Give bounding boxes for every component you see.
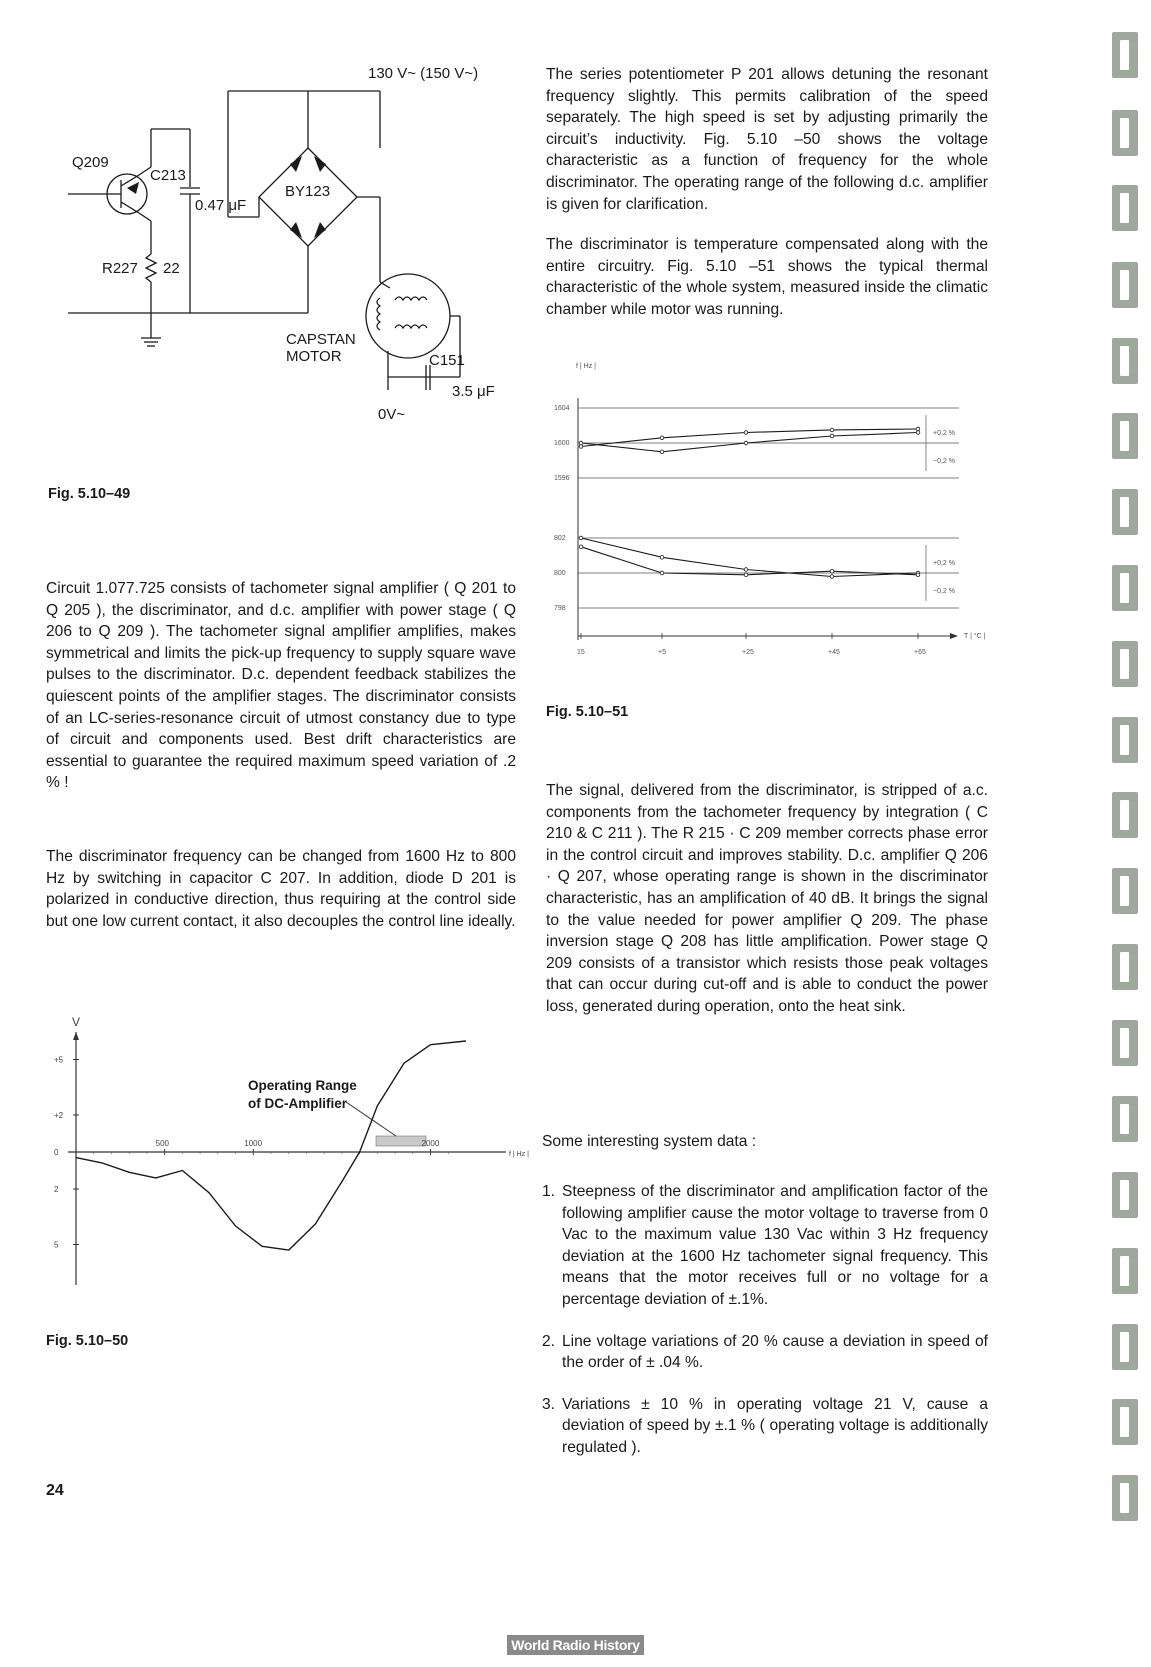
- edge-tab: [1112, 1096, 1138, 1142]
- c151-label: C151: [429, 352, 465, 369]
- edge-tab: [1112, 944, 1138, 990]
- data-point: [916, 427, 920, 431]
- data-point: [744, 441, 748, 445]
- operating-range-band: [376, 1136, 426, 1146]
- data-point: [744, 431, 748, 435]
- list-item-number: 3.: [542, 1395, 556, 1413]
- data-point: [744, 568, 748, 572]
- supply-voltage-label: 130 V~ (150 V~): [368, 65, 479, 82]
- right-paragraph-2: The discriminator is temperature compensated along with the entire circuitry. Fig. 5.10 –51 shows the typical thermal characteristic of the whole system, measured inside the climatic chamber while motor was running.: [546, 236, 988, 318]
- edge-tab: [1112, 489, 1138, 535]
- c213-value: 0.47 μF: [195, 197, 247, 214]
- data-point: [744, 573, 748, 577]
- c213-label: C213: [150, 167, 186, 184]
- list-item: [542, 1331, 988, 1374]
- x-tick-label: +45: [828, 649, 840, 656]
- edge-tab: [1112, 262, 1138, 308]
- edge-tab: [1112, 792, 1138, 838]
- x-tick-label: +65: [914, 649, 926, 656]
- list-item-text: Variations ± 10 % in operating voltage 21 V, cause a deviation of speed by ±.1 % ( operating voltage is additionally regulated ).: [562, 1395, 988, 1456]
- data-point: [579, 545, 583, 549]
- edge-tab: [1112, 641, 1138, 687]
- right-paragraph-3: The signal, delivered from the discriminator, is stripped of a.c. components from the tachometer frequency by integration ( C 210 & C 211 ). The R 215 · C 209 member corrects phase error in the control circuit and improves stability. D.c. amplifier Q 206 · Q 207, whose operating range is shown in the discriminator characteristic, has an amplification of 40 dB. It brings the signal to the value needed for power amplifier Q 209. The phase inversion stage Q 208 has little amplification. Power stage Q 209 consists of a transistor which resists those peak voltages that can occur during cut-off and is able to conduct the power loss, generated during operation, onto the heat sink.: [546, 782, 988, 1015]
- y-tick-label: 2: [54, 1185, 59, 1194]
- edge-tab: [1112, 110, 1138, 156]
- motor-label-line1: CAPSTAN: [286, 331, 356, 348]
- list-item-number: 2.: [542, 1332, 556, 1350]
- edge-tab: [1112, 868, 1138, 914]
- annotation-line1: Operating Range: [248, 1078, 357, 1093]
- data-point: [830, 569, 834, 573]
- data-point: [579, 441, 583, 445]
- data-point: [660, 436, 664, 440]
- edge-tab: [1112, 185, 1138, 231]
- y-tick-label: 798: [554, 605, 566, 612]
- y-tick-label: 5: [54, 1240, 59, 1250]
- r227-label: R227: [102, 260, 138, 277]
- data-point: [830, 434, 834, 438]
- list-item-number: 1.: [542, 1183, 556, 1200]
- list-item: [542, 1394, 988, 1459]
- left-paragraph-2: The discriminator frequency can be changed from 1600 Hz to 800 Hz by switching in capacitor C 207. In addition, diode D 201 is polarized in conductive direction, thus requiring at the control side but one low current contact, it also decouples the control line ideally.: [46, 848, 516, 930]
- footer-watermark: World Radio History: [507, 1635, 644, 1655]
- right-paragraph-1: The series potentiometer P 201 allows detuning the resonant frequency slightly. This permits calibration of the speed separately. The high speed is set by adjusting primarily the circuit’s inductivity. Fig. 5.10 –50 shows the voltage characteristic as a function of frequency for the whole discriminator. The operating range of the following d.c. amplifier is given for clarification.: [546, 66, 988, 213]
- r227-value: 22: [163, 260, 180, 277]
- fig-51-caption: Fig. 5.10–51: [546, 704, 629, 720]
- data-point: [579, 536, 583, 540]
- fig51-x-arrow: [950, 633, 958, 639]
- edge-tab: [1112, 1475, 1138, 1521]
- band-minus-upper: −0,2 %: [933, 458, 955, 465]
- data-point: [579, 445, 583, 449]
- fig-49-caption: Fig. 5.10–49: [48, 486, 131, 502]
- ground-voltage-label: 0V~: [378, 406, 406, 423]
- x-tick-label: +5: [658, 649, 666, 656]
- y-axis-label: V: [72, 1015, 81, 1029]
- annotation-line2: of DC-Amplifier: [248, 1096, 347, 1111]
- y-tick-label: 800: [554, 570, 566, 577]
- thermal-curve: [581, 547, 918, 575]
- fig51-y-axis-label: f | Hz |: [576, 363, 596, 370]
- band-minus-lower: −0,2 %: [933, 588, 955, 595]
- edge-tab: [1112, 1172, 1138, 1218]
- band-plus-upper: +0,2 %: [933, 430, 955, 437]
- thermal-curve: [581, 429, 918, 447]
- bridge-label: BY123: [285, 183, 331, 200]
- y-tick-label: 1596: [554, 475, 570, 482]
- annotation-leader: [346, 1102, 396, 1136]
- data-point: [830, 575, 834, 579]
- edge-tab: [1112, 338, 1138, 384]
- system-data-intro: Some interesting system data :: [542, 1133, 757, 1150]
- page-number: 24: [46, 1482, 64, 1499]
- list-item-text: Steepness of the discriminator and amplification factor of the following amplifier cause the motor voltage to traverse from 0 Vac to the maximum value 130 Vac within 3 Hz frequency deviation at the 1600 Hz tachometer signal frequency. This means that the motor receives full or no voltage for a percentage deviation of ±.1%.: [562, 1183, 988, 1308]
- circuit-diagram: [50, 60, 520, 440]
- edge-tab: [1112, 1324, 1138, 1370]
- list-item: [542, 1181, 988, 1311]
- list-item-text: Line voltage variations of 20 % cause a deviation in speed of the order of ± .04 %.: [562, 1332, 988, 1372]
- discriminator-characteristic-chart: [46, 1010, 529, 1300]
- data-point: [660, 450, 664, 454]
- thermal-curve: [581, 433, 918, 452]
- edge-tab: [1112, 1248, 1138, 1294]
- data-point: [916, 573, 920, 577]
- fig-50-caption: Fig. 5.10–50: [46, 1333, 129, 1349]
- y-tick-label: +5: [54, 1055, 64, 1065]
- x-tick-label: 1000: [244, 1139, 263, 1148]
- data-point: [660, 556, 664, 560]
- edge-tab: [1112, 1020, 1138, 1066]
- left-paragraph-1: Circuit 1.077.725 consists of tachometer signal amplifier ( Q 201 to Q 205 ), the discriminator, and d.c. amplifier with power stage ( Q 206 to Q 209 ). The tachometer signal amplifier amplifies, makes symmetrical and limits the pick-up frequency to supply square wave pulses to the discriminator. D.c. dependent feedback stabilizes the quiescent points of the amplifier stages. The discriminator consists of an LC-series-resonance circuit of utmost constancy due to type of circuit and components used. Best drift characteristics are essential to guarantee the required maximum speed variation of .2 % !: [46, 580, 516, 792]
- data-point: [830, 428, 834, 432]
- y-tick-label: 802: [554, 535, 566, 542]
- x-tick-label: +25: [742, 649, 754, 656]
- x-tick-label: 15: [577, 649, 585, 656]
- y-tick-label: 1604: [554, 405, 570, 412]
- system-data-list: [542, 1181, 988, 1479]
- q209-label: Q209: [72, 154, 109, 171]
- band-plus-lower: +0,2 %: [933, 560, 955, 567]
- y-tick-label: 1600: [554, 440, 570, 447]
- motor-label-line2: MOTOR: [286, 348, 342, 365]
- c151-value: 3.5 μF: [452, 383, 495, 400]
- thermal-curve: [581, 538, 918, 577]
- x-axis-label: f | Hz |: [509, 1151, 529, 1158]
- data-point: [660, 571, 664, 575]
- x-tick-label: 500: [155, 1139, 169, 1148]
- y-tick-label: 0: [54, 1148, 59, 1157]
- y-axis-arrow: [73, 1032, 79, 1040]
- edge-tab: [1112, 565, 1138, 611]
- edge-tab: [1112, 32, 1138, 78]
- fig51-x-axis-label: T | °C |: [964, 633, 986, 640]
- edge-tab: [1112, 1399, 1138, 1445]
- thermal-characteristic-chart: [546, 358, 1006, 668]
- data-point: [916, 431, 920, 435]
- edge-tab: [1112, 717, 1138, 763]
- edge-tab: [1112, 413, 1138, 459]
- y-tick-label: +2: [54, 1111, 64, 1120]
- x-tick-label: 2000: [421, 1139, 440, 1148]
